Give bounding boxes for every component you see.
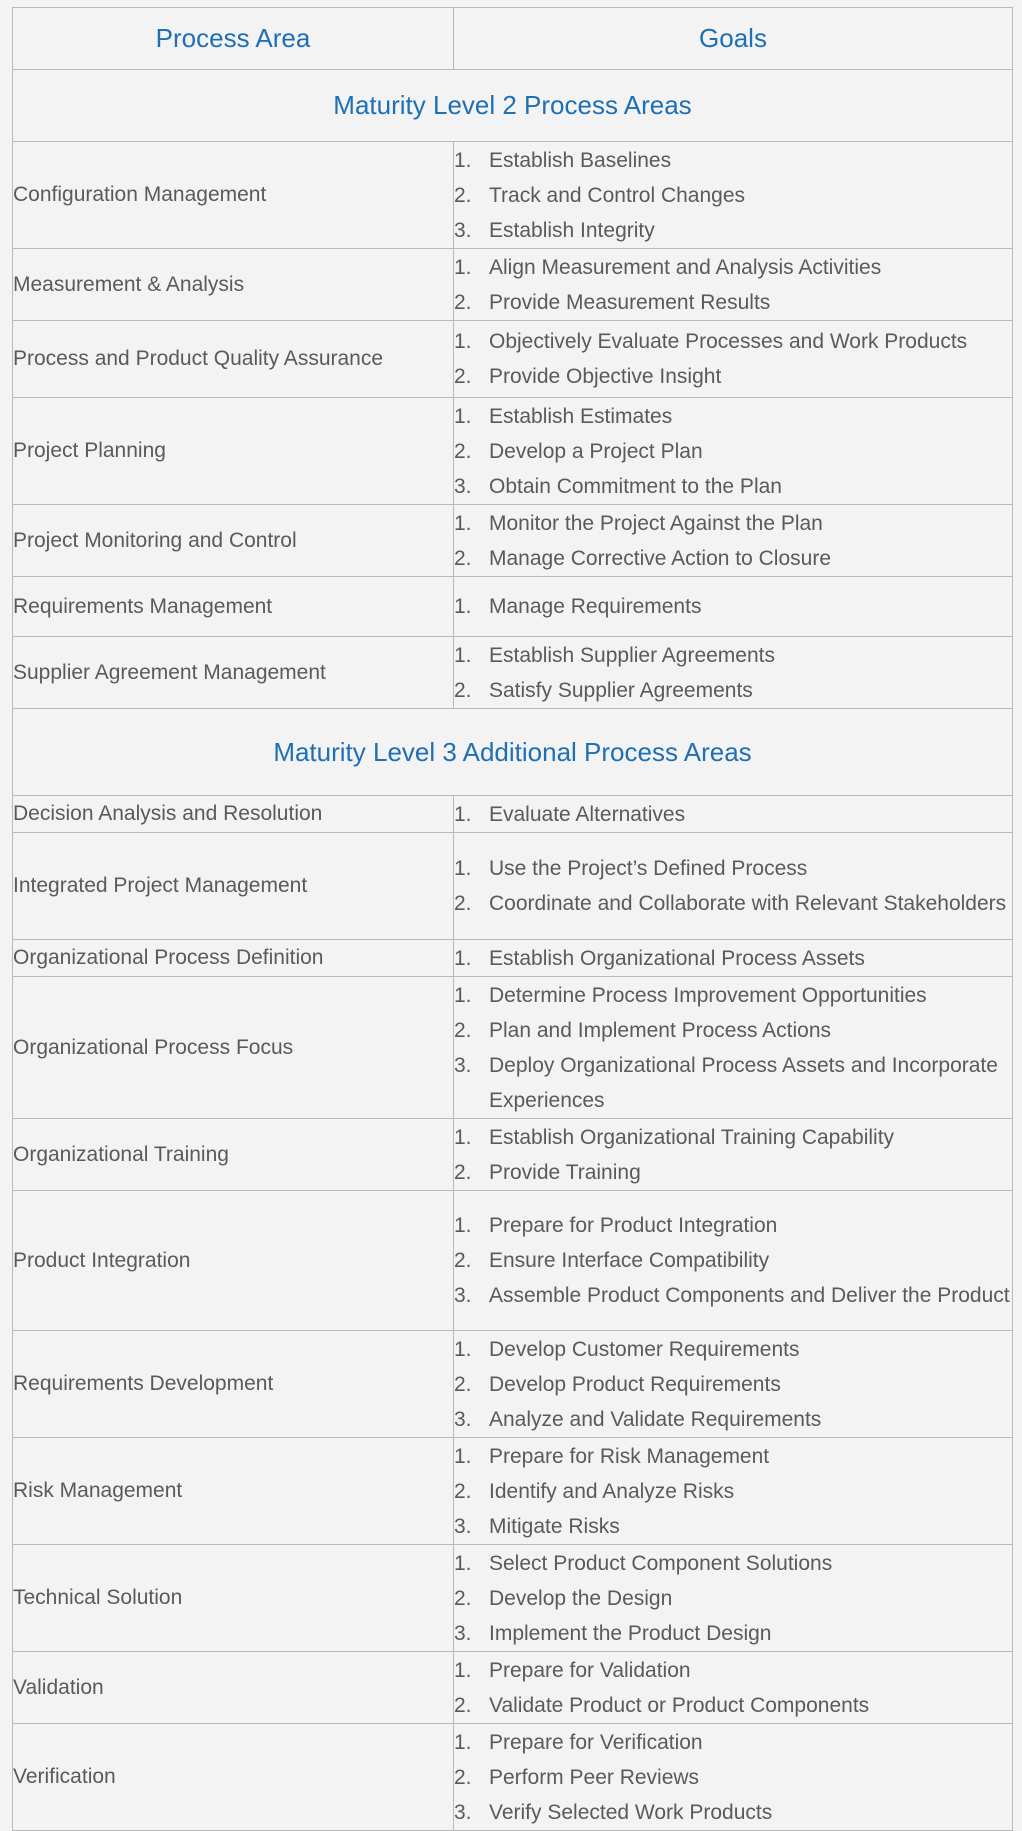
table-row: [13, 505, 1013, 577]
goal-number: 1.: [454, 802, 472, 826]
process-area-cell: Technical Solution: [13, 1545, 454, 1652]
goal-item: [454, 673, 1012, 708]
goal-text: Plan and Implement Process Actions: [489, 1018, 832, 1042]
goal-number: 1.: [454, 595, 472, 618]
goal-item: [454, 1546, 1012, 1581]
goal-item: [454, 886, 1012, 921]
goal-item: [454, 1581, 1012, 1616]
goal-number: 2.: [454, 1018, 472, 1042]
goal-text: Verify Selected Work Products: [489, 1800, 773, 1824]
process-area-cell: Integrated Project Management: [13, 833, 454, 940]
goal-item: [454, 797, 1012, 832]
goal-text: Establish Organizational Process Assets: [489, 946, 865, 970]
section-row: [13, 709, 1013, 796]
goal-list: [454, 1439, 1012, 1544]
goals-cell: [454, 796, 1013, 833]
goal-text: Provide Training: [489, 1160, 641, 1184]
goal-text: Track and Control Changes: [489, 183, 746, 207]
goal-item: [454, 434, 1012, 469]
goal-item: [454, 541, 1012, 576]
goal-item: [454, 1013, 1012, 1048]
goal-number: 2.: [454, 1586, 472, 1610]
goal-number: 1.: [454, 1214, 472, 1237]
goal-item: [454, 1509, 1012, 1544]
table-row: [13, 321, 1013, 398]
goal-list: [454, 506, 1012, 576]
goal-number: 1.: [454, 404, 472, 428]
goal-text: Implement the Product Design: [489, 1621, 772, 1645]
goal-list: [454, 1208, 1012, 1313]
goal-list: [454, 399, 1012, 504]
goal-number: 1.: [454, 1444, 472, 1468]
goal-text: Monitor the Project Against the Plan: [489, 511, 823, 535]
goal-text: Manage Corrective Action to Closure: [489, 546, 831, 570]
goal-item: [454, 1688, 1012, 1723]
goal-text: Manage Requirements: [489, 595, 702, 618]
table-row: [13, 1331, 1013, 1438]
goal-number: 1.: [454, 511, 472, 535]
goal-number: 1.: [454, 1730, 472, 1754]
header-process-area: Process Area: [13, 8, 454, 70]
goals-cell: [454, 142, 1013, 249]
goal-text: Establish Organizational Training Capability: [489, 1125, 895, 1149]
goals-cell: [454, 1652, 1013, 1724]
goal-text: Prepare for Validation: [489, 1658, 691, 1682]
goal-number: 1.: [454, 1337, 472, 1361]
section-title: Maturity Level 3 Additional Process Areas: [13, 709, 1013, 796]
goal-item: [454, 359, 1012, 394]
goal-item: [454, 1243, 1012, 1278]
goal-number: 2.: [454, 1372, 472, 1396]
table-row: [13, 977, 1013, 1119]
goal-item: [454, 978, 1012, 1013]
goal-item: [454, 1367, 1012, 1402]
goals-cell: [454, 505, 1013, 577]
goal-text: Assemble Product Components and Deliver the Product: [489, 1284, 1010, 1307]
goal-text: Develop a Project Plan: [489, 439, 703, 463]
goal-number: 2.: [454, 546, 472, 570]
goal-number: 3.: [454, 474, 472, 498]
goal-number: 3.: [454, 1284, 472, 1307]
goal-text: Establish Baselines: [489, 148, 672, 172]
goals-cell: [454, 398, 1013, 505]
goal-item: [454, 143, 1012, 178]
process-area-cell: Decision Analysis and Resolution: [13, 796, 454, 833]
process-area-cell: Project Monitoring and Control: [13, 505, 454, 577]
goal-text: Obtain Commitment to the Plan: [489, 474, 782, 498]
goal-text: Determine Process Improvement Opportunities: [489, 983, 927, 1007]
goal-text: Align Measurement and Analysis Activities: [489, 255, 882, 279]
goal-number: 3.: [454, 1053, 472, 1077]
goal-list: [454, 851, 1012, 921]
goal-text: Develop the Design: [489, 1586, 673, 1610]
table-row: [13, 1724, 1013, 1831]
goal-text: Establish Integrity: [489, 218, 655, 242]
goal-list: [454, 1546, 1012, 1651]
goal-number: 3.: [454, 1621, 472, 1645]
table-row: [13, 1652, 1013, 1724]
goal-text: Provide Measurement Results: [489, 290, 771, 314]
process-area-cell: Validation: [13, 1652, 454, 1724]
goals-cell: [454, 1724, 1013, 1831]
goal-number: 3.: [454, 218, 472, 242]
goals-cell: [454, 940, 1013, 977]
goal-number: 3.: [454, 1514, 472, 1538]
process-area-cell: Supplier Agreement Management: [13, 637, 454, 709]
process-area-cell: Organizational Process Focus: [13, 977, 454, 1119]
table-row: [13, 249, 1013, 321]
section-row: [13, 70, 1013, 142]
goal-number: 3.: [454, 1800, 472, 1824]
goal-number: 2.: [454, 1249, 472, 1272]
goal-number: 2.: [454, 678, 472, 702]
goal-list: [454, 1120, 1012, 1190]
goals-cell: [454, 1191, 1013, 1331]
goal-item: [454, 506, 1012, 541]
process-area-cell: Risk Management: [13, 1438, 454, 1545]
goal-number: 1.: [454, 255, 472, 279]
goals-cell: [454, 833, 1013, 940]
goal-item: [454, 1155, 1012, 1190]
goal-text: Identify and Analyze Risks: [489, 1479, 735, 1503]
goal-number: 2.: [454, 183, 472, 207]
goal-list: [454, 1725, 1012, 1830]
header-goals: Goals: [454, 8, 1013, 70]
goal-number: 2.: [454, 1693, 472, 1717]
goal-list: [454, 797, 1012, 832]
goal-item: [454, 285, 1012, 320]
goal-number: 2.: [454, 290, 472, 314]
header-row: [13, 8, 1013, 70]
process-area-cell: Product Integration: [13, 1191, 454, 1331]
goal-item: [454, 1048, 1012, 1118]
goal-number: 1.: [454, 1551, 472, 1575]
goal-number: 2.: [454, 439, 472, 463]
goal-list: [454, 1332, 1012, 1437]
process-area-table: [12, 7, 1013, 1831]
process-area-cell: Requirements Management: [13, 577, 454, 637]
goals-cell: [454, 321, 1013, 398]
goal-item: [454, 1120, 1012, 1155]
goal-number: 3.: [454, 1407, 472, 1431]
goal-list: [454, 589, 1012, 624]
goal-item: [454, 1616, 1012, 1651]
goal-number: 1.: [454, 857, 472, 880]
goal-item: [454, 213, 1012, 248]
goal-text: Develop Customer Requirements: [489, 1337, 800, 1361]
goal-item: [454, 1278, 1012, 1313]
goal-number: 2.: [454, 892, 472, 915]
goal-item: [454, 399, 1012, 434]
goal-item: [454, 1332, 1012, 1367]
goal-list: [454, 1653, 1012, 1723]
goal-text: Evaluate Alternatives: [489, 802, 686, 826]
goals-cell: [454, 1331, 1013, 1438]
process-area-cell: Organizational Process Definition: [13, 940, 454, 977]
goal-number: 1.: [454, 946, 472, 970]
table-body: [13, 70, 1013, 1831]
goal-text: Select Product Component Solutions: [489, 1551, 833, 1575]
goal-item: [454, 1439, 1012, 1474]
goal-number: 2.: [454, 1765, 472, 1789]
goal-text: Analyze and Validate Requirements: [489, 1407, 822, 1431]
goal-text: Use the Project’s Defined Process: [489, 857, 808, 880]
goal-list: [454, 250, 1012, 320]
goal-item: [454, 941, 1012, 976]
goals-cell: [454, 1545, 1013, 1652]
table-row: [13, 1191, 1013, 1331]
goal-item: [454, 1725, 1012, 1760]
table-row: [13, 940, 1013, 977]
goal-text: Develop Product Requirements: [489, 1372, 781, 1396]
process-area-cell: Organizational Training: [13, 1119, 454, 1191]
goal-number: 1.: [454, 1125, 472, 1149]
process-area-cell: Verification: [13, 1724, 454, 1831]
goal-text: Prepare for Product Integration: [489, 1214, 778, 1237]
goal-item: [454, 250, 1012, 285]
goal-text: Perform Peer Reviews: [489, 1765, 700, 1789]
goal-item: [454, 469, 1012, 504]
goal-number: 1.: [454, 643, 472, 667]
process-area-cell: Measurement & Analysis: [13, 249, 454, 321]
goal-text: Mitigate Risks: [489, 1514, 620, 1538]
section-title: Maturity Level 2 Process Areas: [13, 70, 1013, 142]
goal-item: [454, 324, 1012, 359]
goal-text: Prepare for Risk Management: [489, 1444, 770, 1468]
goal-item: [454, 178, 1012, 213]
goal-text: Ensure Interface Compatibility: [489, 1249, 770, 1272]
goals-cell: [454, 249, 1013, 321]
table-row: [13, 637, 1013, 709]
goal-text: Satisfy Supplier Agreements: [489, 678, 753, 702]
goal-list: [454, 638, 1012, 708]
table-row: [13, 833, 1013, 940]
goal-text: Establish Supplier Agreements: [489, 643, 775, 667]
goals-cell: [454, 1438, 1013, 1545]
goal-text: Deploy Organizational Process Assets and Incorporate Experiences: [489, 1053, 998, 1112]
goal-text: Objectively Evaluate Processes and Work Products: [489, 330, 968, 353]
goal-number: 1.: [454, 330, 472, 353]
goal-item: [454, 1208, 1012, 1243]
goal-number: 2.: [454, 365, 472, 388]
table-row: [13, 796, 1013, 833]
table-row: [13, 1438, 1013, 1545]
goal-number: 1.: [454, 1658, 472, 1682]
process-area-cell: Requirements Development: [13, 1331, 454, 1438]
goal-list: [454, 941, 1012, 976]
goal-number: 2.: [454, 1479, 472, 1503]
goals-cell: [454, 977, 1013, 1119]
goal-number: 1.: [454, 148, 472, 172]
table-row: [13, 577, 1013, 637]
goal-item: [454, 1474, 1012, 1509]
table-row: [13, 1119, 1013, 1191]
goal-number: 1.: [454, 983, 472, 1007]
process-area-cell: Project Planning: [13, 398, 454, 505]
goal-text: Validate Product or Product Components: [489, 1693, 870, 1717]
goal-item: [454, 1653, 1012, 1688]
goals-cell: [454, 637, 1013, 709]
goals-cell: [454, 1119, 1013, 1191]
process-area-cell: Process and Product Quality Assurance: [13, 321, 454, 398]
goal-item: [454, 589, 1012, 624]
goal-text: Establish Estimates: [489, 404, 673, 428]
goal-text: Provide Objective Insight: [489, 365, 722, 388]
goal-list: [454, 978, 1012, 1118]
goal-list: [454, 143, 1012, 248]
table-row: [13, 1545, 1013, 1652]
table-row: [13, 398, 1013, 505]
goal-list: [454, 324, 1012, 394]
goal-number: 2.: [454, 1160, 472, 1184]
goal-text: Prepare for Verification: [489, 1730, 703, 1754]
goal-text: Coordinate and Collaborate with Relevant Stakeholders: [489, 892, 1007, 915]
goal-item: [454, 1760, 1012, 1795]
goal-item: [454, 1795, 1012, 1830]
goal-item: [454, 1402, 1012, 1437]
goal-item: [454, 851, 1012, 886]
table-row: [13, 142, 1013, 249]
goals-cell: [454, 577, 1013, 637]
goal-item: [454, 638, 1012, 673]
process-area-cell: Configuration Management: [13, 142, 454, 249]
